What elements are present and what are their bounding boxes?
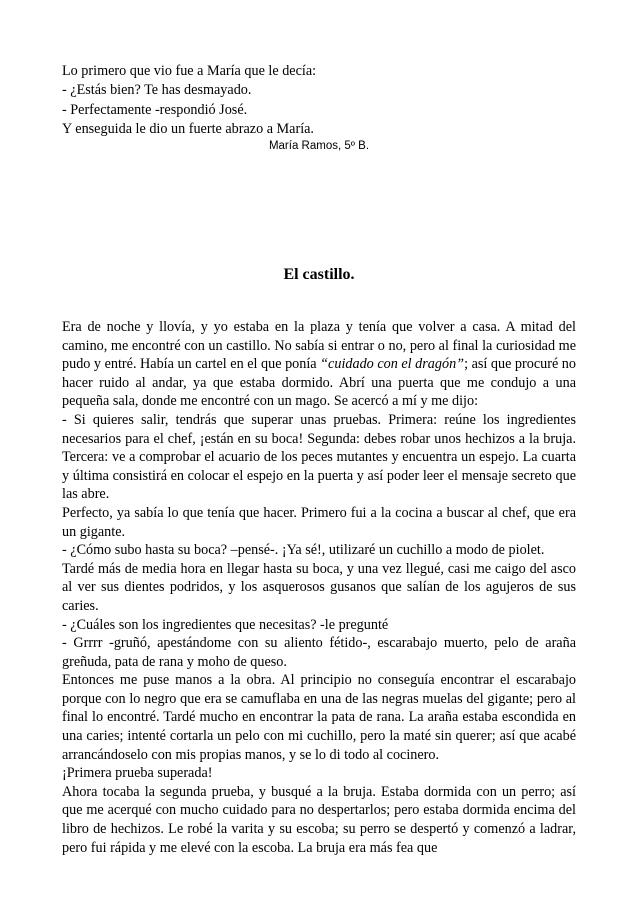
previous-story-ending [62,62,582,139]
intro-line: - ¿Estás bien? Te has desmayado. [62,82,252,99]
paragraph [62,318,576,411]
intro-line: - Perfectamente -respondió José. [62,101,248,118]
author-signature: María Ramos, 5º B. [268,140,370,152]
intro-line: Y enseguida le dio un fuerte abrazo a María. [62,120,314,137]
paragraph-text: ; así que procuré no hacer ruido al andar, ya que estaba dormido. Abrí una puerta que me condujo a una pequeña sala, donde me encontré con un mago. Se acercó a mí y me dijo: [62,356,576,410]
paragraph: ¡Primera prueba superada! [62,765,213,782]
story-title: El castillo. [283,266,355,283]
paragraph: Ahora tocaba la segunda prueba, y busqué a la bruja. Estaba dormida con un perro; así que me acerqué con mucho cuidado para no despertarlos; pero estaba dormida encima del libro de hechizos. Le robé la varita y su escoba; su perro se despertó y comenzó a ladrar, pero fui rápida y me elevé con la escoba. La bruja era más fea que [62,783,576,856]
paragraph: Perfecto, ya sabía lo que tenía que hacer. Primero fui a la cocina a buscar al chef, que era un gigante. [62,504,576,540]
paragraph: - Si quieres salir, tendrás que superar unas pruebas. Primera: reúne los ingredientes necesarios para el chef, ¡están en su boca! Segunda: debes robar unos hechizos a la bruja. Tercera: ve a comprobar el acuario de los peces mutantes y encuentra un espejo. La cuarta y última consistirá en colocar el espejo en la puerta y así poder leer el mensaje secreto que las abre. [62,411,576,503]
paragraph-text: Era de noche y llovía, y yo estaba en la plaza y tenía que volver a casa. A mitad del camino, me encontré con un castillo. No sabía si entrar o no, pero al final la curiosidad me pudo y entré. Había un cartel en el que ponía [62,319,576,373]
intro-line: Lo primero que vio fue a María que le decía: [62,63,317,79]
paragraph: - ¿Cuáles son los ingredientes que necesitas? -le pregunté [62,616,389,633]
paragraph: - ¿Cómo subo hasta su boca? –pensé-. ¡Ya sé!, utilizaré un cuchillo a modo de piolet. [62,542,545,559]
sign-quote: “cuidado con el dragón” [320,356,465,373]
paragraph: - Grrrr -gruñó, apestándome con su aliento fétido-, escarabajo muerto, pelo de araña greñuda, pata de rana y moho de queso. [62,635,576,670]
paragraph: Entonces me puse manos a la obra. Al principio no conseguía encontrar el escarabajo porque con lo negro que era se camuflaba en una de las negras muelas del gigante; pero al final lo encontré. Tardé mucho en encontrar la pata de rana. La araña estaba escondida en una caries; intenté cortarla un pelo con mi cuchillo, pero la maté sin querer; así que acabé arrancándoselo con mis propias manos, y se lo di todo al cocinero. [62,672,576,763]
paragraph: Tardé más de media hora en llegar hasta su boca, y una vez llegué, casi me caigo del asco al ver sus dientes podridos, y los asquerosos gusanos que salían de los agujeros de sus caries. [62,560,576,614]
story-body [62,318,576,857]
